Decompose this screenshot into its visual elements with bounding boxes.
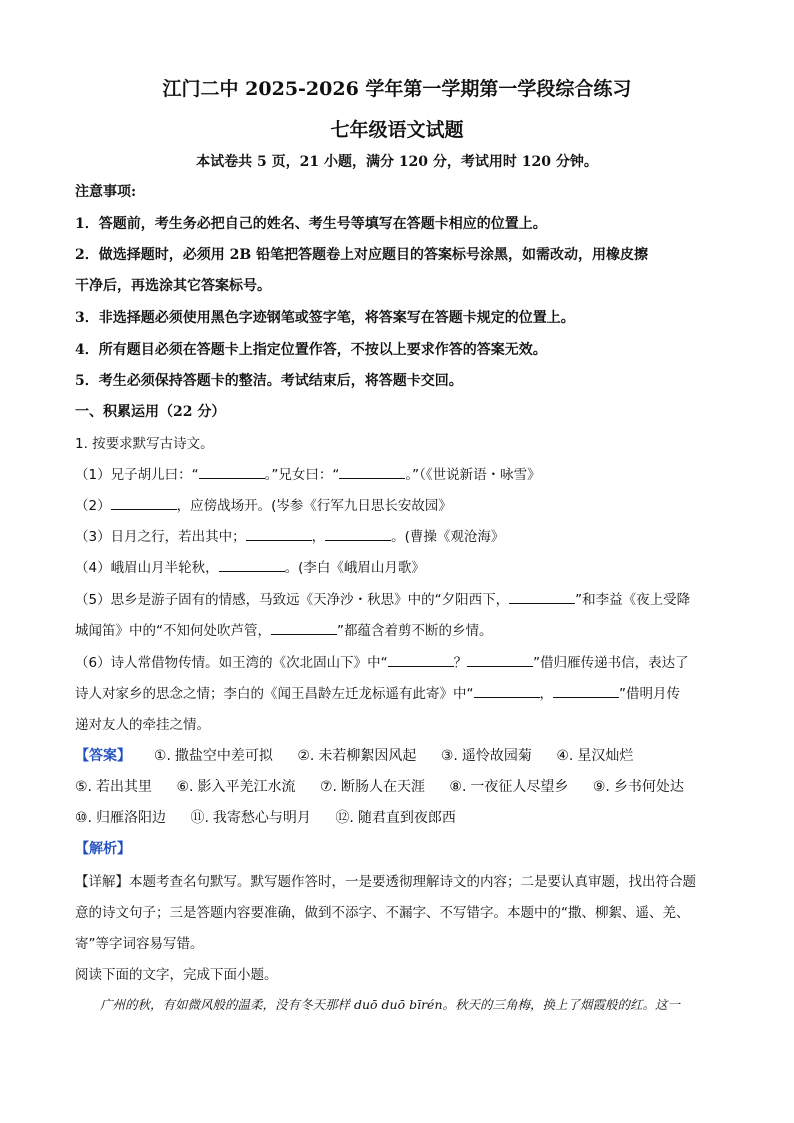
answer-num: ⑧. xyxy=(449,779,467,795)
answer-text: 遥怜故园菊 xyxy=(461,748,532,764)
question-part-3 xyxy=(75,525,504,545)
text: （6）诗人常借物传情。如王湾的《次北固山下》中“ xyxy=(75,655,388,671)
text: （1）兄子胡儿曰：“ xyxy=(75,467,199,483)
answer-item xyxy=(297,748,416,764)
reading-passage: 广州的秋，有如微风般的温柔，没有冬天那样 duō duō bīrén。秋天的三角梅，换上了烟霞般的红。这一 xyxy=(100,997,681,1012)
analysis-detail: 寄”等字词容易写错。 xyxy=(75,936,204,952)
text: ”和李益《夜上受降 xyxy=(575,592,691,608)
question-part-4 xyxy=(75,556,425,576)
answer-text: 一夜征人尽望乡 xyxy=(470,779,569,795)
analysis-tag: 【解析】 xyxy=(75,841,131,857)
text: 。”兄女曰：“ xyxy=(264,467,340,483)
text: 。”（《世说新语・咏雪》 xyxy=(405,467,541,483)
answer-item xyxy=(449,779,568,795)
answer-num: ⑦. xyxy=(319,779,337,795)
answer-item xyxy=(593,779,684,795)
answer-item xyxy=(556,748,633,764)
answer-text: 未若柳絮因风起 xyxy=(318,748,417,764)
answer-num: ⑪. xyxy=(190,810,209,826)
question-stem: 1. 按要求默写古诗文。 xyxy=(75,436,214,452)
answer-item xyxy=(320,779,425,795)
answer-item xyxy=(75,810,166,826)
answer-num: ⑨. xyxy=(592,779,610,795)
answer-blank xyxy=(199,464,265,479)
answer-row-1 xyxy=(75,745,653,765)
text: 城闻笛》中的“不知何处吹芦管， xyxy=(75,623,271,639)
answer-blank xyxy=(509,589,575,604)
answer-blank xyxy=(553,683,619,698)
answer-tag: 【答案】 xyxy=(75,748,131,764)
text: （5）思乡是游子固有的情感，马致远《天净沙・秋思》中的“夕阳西下， xyxy=(75,592,510,608)
answer-text: 我寄愁心与明月 xyxy=(212,810,311,826)
exam-info: 本试卷共 5 页，21 小题，满分 120 分，考试用时 120 分钟。 xyxy=(196,154,598,170)
answer-text: 归雁洛阳边 xyxy=(96,810,167,826)
answer-text: 断肠人在天涯 xyxy=(340,779,425,795)
answer-num: ⑤. xyxy=(75,779,93,795)
answer-blank xyxy=(467,652,533,667)
answer-blank xyxy=(271,620,337,635)
text: （4）峨眉山月半轮秋， xyxy=(75,560,219,576)
text: ， xyxy=(311,529,326,545)
answer-text: 乡书何处达 xyxy=(613,779,684,795)
answer-row-3 xyxy=(75,807,476,827)
answer-blank xyxy=(111,495,177,510)
analysis-detail: 意的诗文句子；三是答题内容要准确，做到不添字、不漏字、不写错字。本题中的“撒、柳絮、遥、羌、 xyxy=(75,905,690,921)
note-item: 5．考生必须保持答题卡的整洁。考试结束后，将答题卡交回。 xyxy=(75,373,463,389)
answer-blank xyxy=(339,464,405,479)
answer-num: ⑫. xyxy=(335,810,354,826)
answer-text: 影入平羌江水流 xyxy=(197,779,296,795)
exam-title: 江门二中 2025-2026 学年第一学期第一学段综合练习 xyxy=(162,78,632,100)
note-item: 3．非选择题必须使用黑色字迹钢笔或签字笔，将答案写在答题卡规定的位置上。 xyxy=(75,310,575,326)
text: （2） xyxy=(75,498,111,514)
answer-item xyxy=(190,810,310,826)
answer-item xyxy=(176,779,295,795)
answer-num: ①. xyxy=(153,748,171,764)
text: 诗人对家乡的思念之情；李白的《闻王昌龄左迁龙标遥有此寄》中“ xyxy=(75,686,474,702)
note-item: 2．做选择题时，必须用 2B 铅笔把答题卷上对应题目的答案标号涂黑，如需改动，用橡皮擦 xyxy=(75,247,649,263)
text: ”都蕴含着剪不断的乡情。 xyxy=(337,623,493,639)
answer-blank xyxy=(219,557,285,572)
answer-item xyxy=(154,748,273,764)
answer-blank xyxy=(325,526,391,541)
answer-blank xyxy=(246,526,312,541)
answer-num: ②. xyxy=(297,748,315,764)
answer-text: 若出其里 xyxy=(96,779,153,795)
text: ，应傍战场开。(岑参《行军九日思长安故园》 xyxy=(176,498,452,514)
text: ”借明月传 xyxy=(619,686,680,702)
section-heading: 一、积累运用（22 分） xyxy=(75,404,226,420)
answer-item xyxy=(441,748,532,764)
text: 。(曹操《观沧海》 xyxy=(391,529,505,545)
text: （3）日月之行，若出其中； xyxy=(75,529,246,545)
question-part-6-cont xyxy=(75,682,680,702)
answer-num: ④. xyxy=(556,748,574,764)
answer-blank xyxy=(474,683,540,698)
answer-item xyxy=(335,810,455,826)
answer-num: ⑥. xyxy=(176,779,194,795)
question-part-6 xyxy=(75,651,689,671)
answer-text: 随君直到夜郎西 xyxy=(357,810,456,826)
note-item: 干净后，再选涂其它答案标号。 xyxy=(75,278,271,294)
answer-item xyxy=(75,779,152,795)
exam-subtitle: 七年级语文试题 xyxy=(330,119,464,141)
note-item: 4．所有题目必须在答题卡上指定位置作答，不按以上要求作答的答案无效。 xyxy=(75,342,547,358)
answer-row-2 xyxy=(75,776,684,796)
question-part-2 xyxy=(75,494,452,514)
answer-text: 撒盐空中差可拟 xyxy=(174,748,273,764)
text: ， xyxy=(539,686,553,702)
answer-text: 星汉灿烂 xyxy=(577,748,634,764)
text: ”借归雁传递书信，表达了 xyxy=(533,655,689,671)
answer-num: ⑩. xyxy=(75,810,93,826)
question-part-5-cont xyxy=(75,619,493,639)
question-part-5 xyxy=(75,588,690,608)
question-part-6-end: 递对友人的牵挂之情。 xyxy=(75,717,210,733)
note-item: 1．答题前，考生务必把自己的姓名、考生号等填写在答题卡相应的位置上。 xyxy=(75,216,547,232)
analysis-detail: 【详解】本题考查名句默写。默写题作答时，一是要透彻理解诗文的内容；二是要认真审题，找出符合题 xyxy=(75,874,696,890)
answer-blank xyxy=(388,652,454,667)
notes-heading: 注意事项: xyxy=(75,184,137,200)
question-part-1 xyxy=(75,463,541,483)
text: ？ xyxy=(453,655,468,671)
answer-num: ③. xyxy=(440,748,458,764)
text: 。(李白《峨眉山月歌》 xyxy=(284,560,425,576)
reading-instruction: 阅读下面的文字，完成下面小题。 xyxy=(75,967,278,983)
